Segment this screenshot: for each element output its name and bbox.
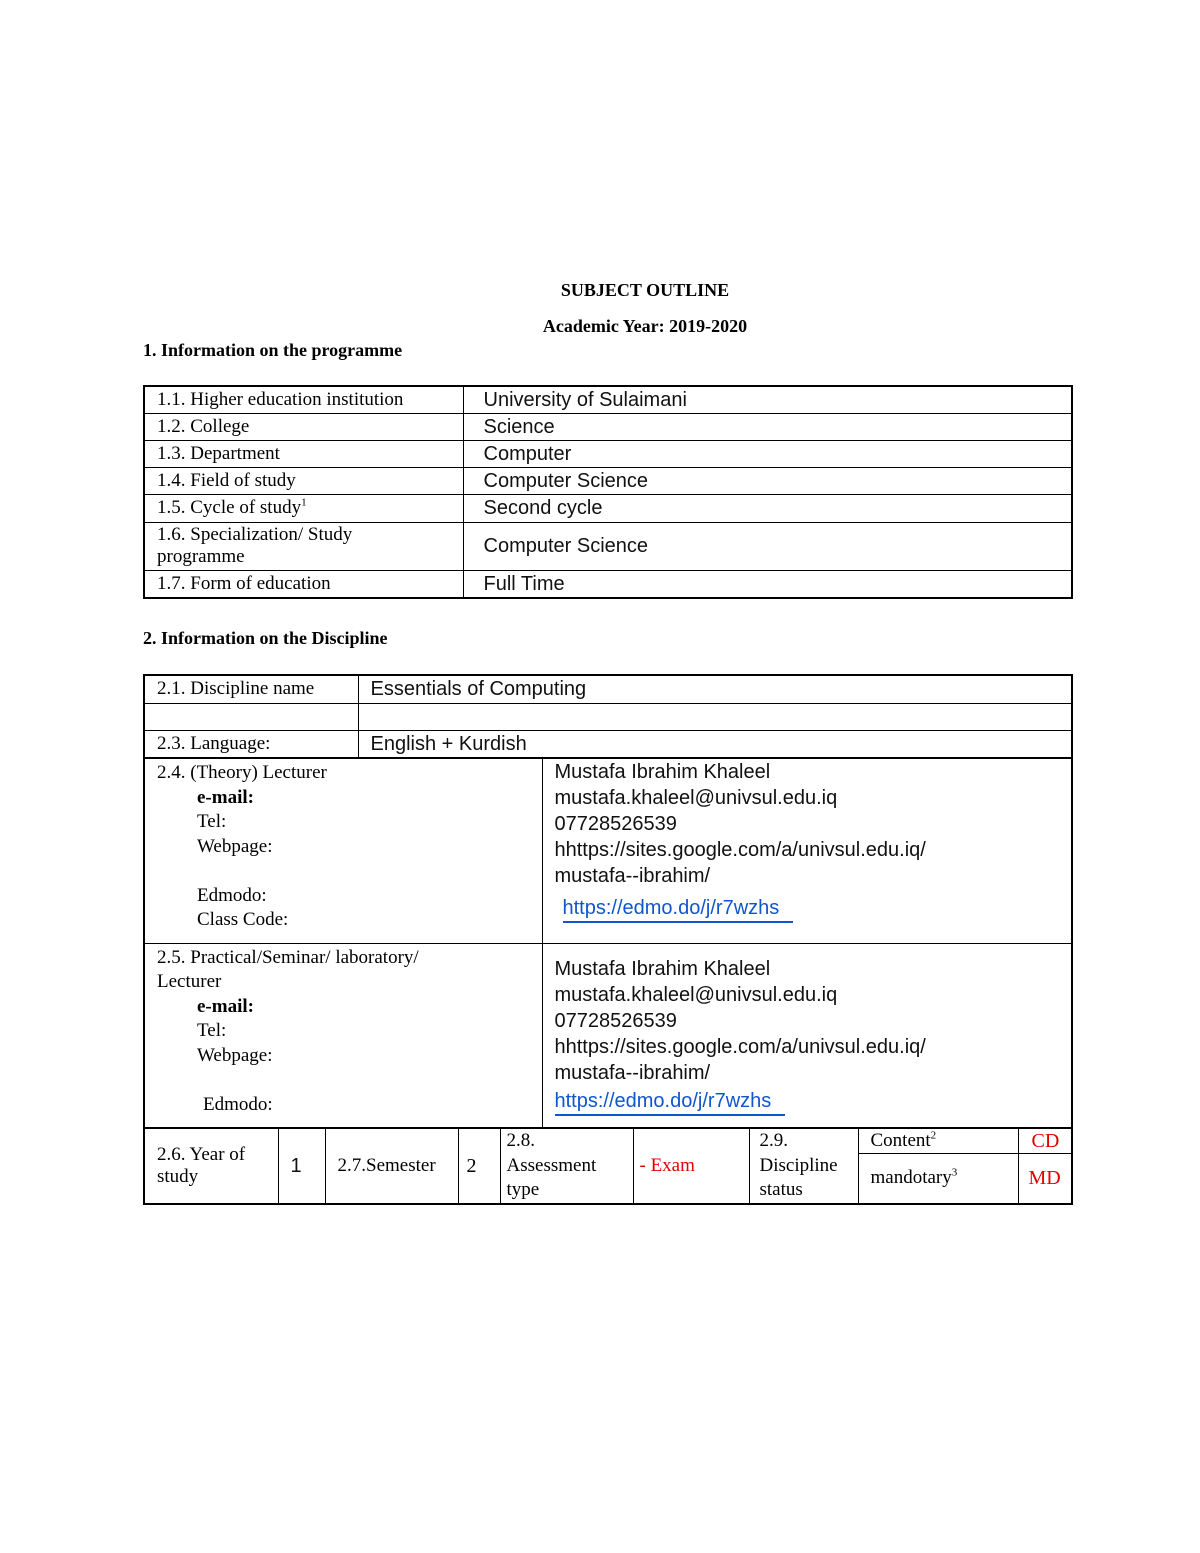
semester-label: 2.7.Semester xyxy=(325,1128,458,1204)
row-label-text: 1.5. Cycle of study xyxy=(157,497,302,518)
edmodo-label: Edmodo: xyxy=(203,1093,273,1115)
spacer xyxy=(157,1068,542,1093)
edmodo-link[interactable]: https://edmo.do/j/r7wzhs xyxy=(563,895,794,923)
row-value: Second cycle xyxy=(463,494,1072,522)
row-label: 1.7. Form of education xyxy=(144,570,463,598)
mandatory-cell xyxy=(858,1153,1018,1203)
empty-cell xyxy=(144,703,358,730)
row-label xyxy=(144,494,463,522)
row-value: Full Time xyxy=(463,570,1072,598)
table-row xyxy=(144,522,1072,570)
lecturer-webpage[interactable]: hhttps://sites.google.com/a/univsul.edu.iq/ xyxy=(554,1035,926,1058)
edmodo-link[interactable]: https://edmo.do/j/r7wzhs xyxy=(555,1088,786,1116)
year-value: 1 xyxy=(278,1128,325,1204)
lecturer-tel: 07728526539 xyxy=(554,813,677,835)
email-label: e-mail: xyxy=(197,995,254,1017)
table-row xyxy=(144,675,1072,703)
practical-lecturer-info xyxy=(542,943,1072,1128)
row-label: 1.2. College xyxy=(144,413,463,440)
content-cell xyxy=(858,1128,1018,1153)
webpage-label: Webpage: xyxy=(197,1044,273,1066)
status-label: 2.9. Discipline status xyxy=(749,1128,858,1204)
lecturer-webpage[interactable]: hhttps://sites.google.com/a/univsul.edu.iq/ xyxy=(554,839,926,861)
theory-lecturer-labels xyxy=(144,758,542,943)
row-label: 1.3. Department xyxy=(144,440,463,467)
row-value: Computer Science xyxy=(463,522,1072,570)
semester-value: 2 xyxy=(458,1128,500,1204)
email-label: e-mail: xyxy=(197,786,254,808)
theory-title: 2.4. (Theory) Lecturer xyxy=(157,762,327,783)
assessment-value: - Exam xyxy=(633,1128,749,1204)
row-label: 1.4. Field of study xyxy=(144,467,463,494)
table-row xyxy=(144,730,1072,758)
webpage-label: Webpage: xyxy=(197,835,273,857)
programme-table xyxy=(143,385,1073,599)
section1-heading: 1. Information on the programme xyxy=(143,340,403,360)
footnote-marker: 1 xyxy=(301,496,307,509)
lecturer-webpage-cont[interactable]: mustafa--ibrahim/ xyxy=(554,865,711,887)
practical-title: 2.5. Practical/Seminar/ laboratory/ xyxy=(157,946,419,968)
practical-title-cont: Lecturer xyxy=(157,971,222,992)
row-label: 1.6. Specialization/ Study programme xyxy=(144,522,463,570)
lecturer-table xyxy=(143,757,1073,1129)
table-row xyxy=(144,494,1072,522)
theory-lecturer-info xyxy=(542,758,1072,943)
discipline-value: Essentials of Computing xyxy=(358,675,1072,703)
practical-lecturer-labels xyxy=(144,943,542,1128)
mandatory-value: MD xyxy=(1018,1153,1072,1203)
lecturer-name: Mustafa Ibrahim Khaleel xyxy=(554,957,771,980)
row-value: Computer xyxy=(463,440,1072,467)
lecturer-email[interactable]: mustafa.khaleel@univsul.edu.iq xyxy=(554,787,838,809)
section2-heading: 2. Information on the Discipline xyxy=(143,628,388,648)
row-label: 1.1. Higher education institution xyxy=(144,386,463,413)
document-title: SUBJECT OUTLINE xyxy=(560,280,730,300)
footnote-marker: 3 xyxy=(951,1166,958,1179)
discipline-label: 2.1. Discipline name xyxy=(144,675,358,703)
table-row xyxy=(144,386,1072,413)
row-value: Science xyxy=(463,413,1072,440)
language-label: 2.3. Language: xyxy=(144,730,358,758)
lecturer-tel: 07728526539 xyxy=(554,1009,677,1032)
table-row xyxy=(144,570,1072,598)
lecturer-email[interactable]: mustafa.khaleel@univsul.edu.iq xyxy=(554,983,838,1006)
spacer xyxy=(157,859,542,884)
discipline-table xyxy=(143,674,1073,759)
lecturer-name: Mustafa Ibrahim Khaleel xyxy=(554,761,771,783)
empty-cell xyxy=(358,703,1072,730)
practical-lecturer-row xyxy=(144,943,1072,1128)
row-value: Computer Science xyxy=(463,467,1072,494)
study-details-table xyxy=(143,1127,1073,1205)
content-value: CD xyxy=(1018,1128,1072,1153)
tel-label: Tel: xyxy=(197,1020,227,1041)
assessment-label: 2.8. Assessment type xyxy=(500,1128,633,1204)
tel-label: Tel: xyxy=(197,811,227,832)
table-row xyxy=(144,440,1072,467)
row-value: University of Sulaimani xyxy=(463,386,1072,413)
classcode-label: Class Code: xyxy=(197,909,289,930)
table-row xyxy=(144,703,1072,730)
table-row xyxy=(144,1128,1072,1153)
footnote-marker: 2 xyxy=(930,1129,937,1142)
table-row xyxy=(144,467,1072,494)
theory-lecturer-row xyxy=(144,758,1072,943)
academic-year: Academic Year: 2019-2020 xyxy=(542,316,748,336)
language-value: English + Kurdish xyxy=(358,730,1072,758)
lecturer-webpage-cont[interactable]: mustafa--ibrahim/ xyxy=(554,1061,711,1084)
content-label: Content xyxy=(870,1129,931,1151)
mandatory-label: mandotary xyxy=(870,1167,952,1189)
table-row xyxy=(144,413,1072,440)
year-label: 2.6. Year of study xyxy=(144,1128,278,1204)
edmodo-label: Edmodo: xyxy=(197,884,267,906)
